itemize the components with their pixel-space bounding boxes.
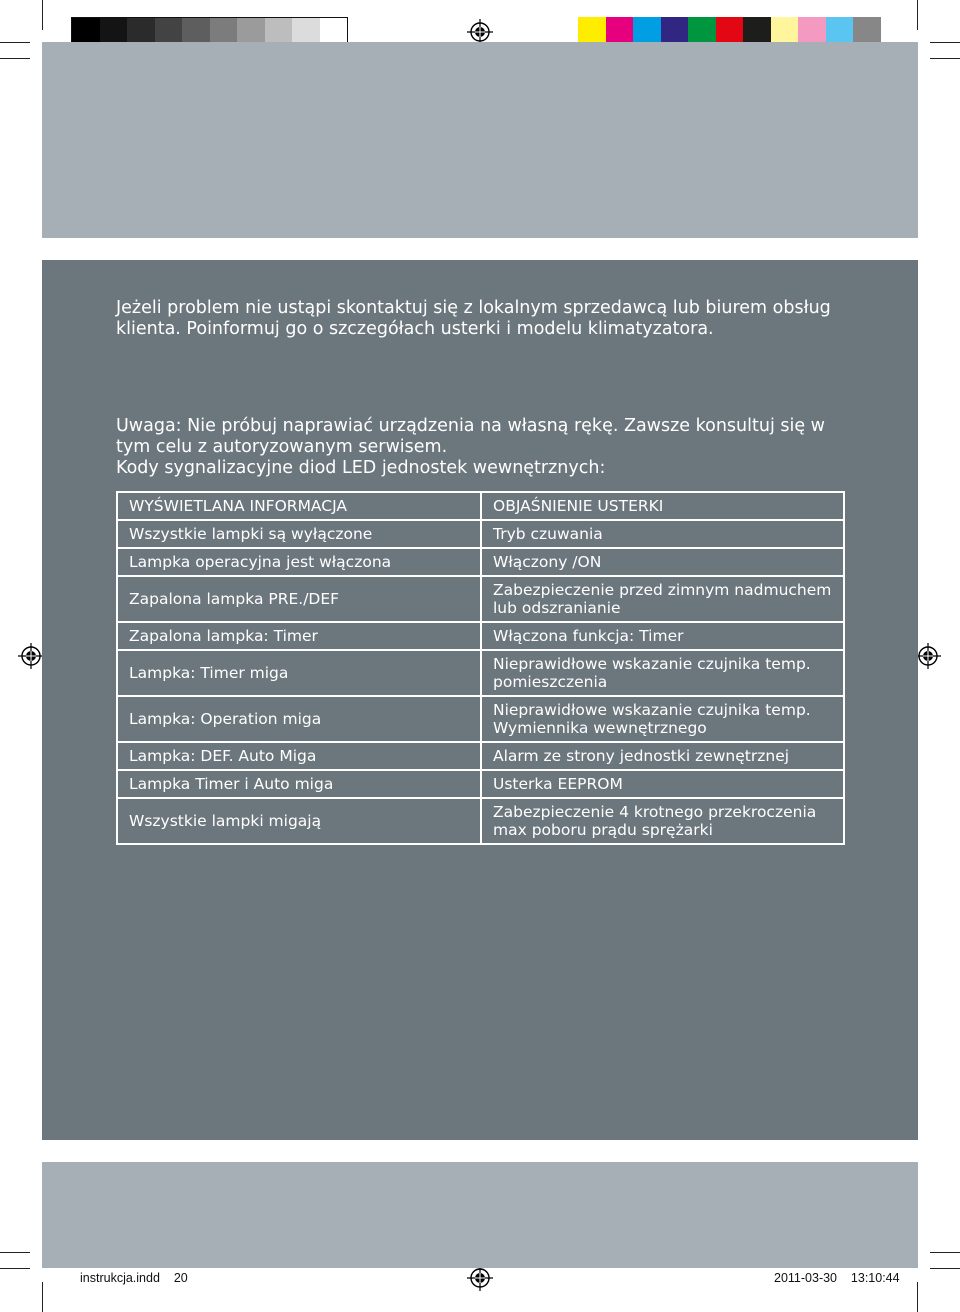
registration-mark-icon [915, 643, 941, 669]
fault-explanation-cell: Usterka EEPROM [481, 770, 844, 798]
crop-mark [930, 1268, 960, 1269]
crop-mark [0, 42, 30, 43]
crop-mark [0, 58, 30, 59]
table-row [117, 770, 844, 798]
table-row [117, 798, 844, 844]
display-info-cell: Lampka: Timer miga [117, 650, 481, 696]
footer-timestamp [774, 1271, 900, 1285]
crop-mark [0, 1268, 30, 1269]
footer-time: 13:10:44 [850, 1271, 900, 1285]
fault-explanation-cell: Nieprawidłowe wskazanie czujnika temp. Wymiennika wewnętrznego [481, 696, 844, 742]
footer-page: 20 [173, 1271, 188, 1285]
service-notice [116, 298, 876, 340]
display-info-cell: Lampka Timer i Auto miga [117, 770, 481, 798]
registration-mark-icon [18, 643, 44, 669]
table-row [117, 650, 844, 696]
warning-line: tym celu z autoryzowanym serwisem. [116, 437, 448, 457]
table-row [117, 622, 844, 650]
fault-explanation-cell: Alarm ze strony jednostki zewnętrznej [481, 742, 844, 770]
header-fault-explanation: OBJAŚNIENIE USTERKI [481, 492, 844, 520]
notice-line: klienta. Poinformuj go o szczegółach usterki i modelu klimatyzatora. [116, 319, 714, 339]
fault-explanation-cell: Włączony /ON [481, 548, 844, 576]
table-row [117, 576, 844, 622]
crop-mark [42, 0, 43, 30]
display-info-cell: Wszystkie lampki są wyłączone [117, 520, 481, 548]
footer-filename: instrukcja.indd [80, 1271, 160, 1285]
table-header-row [117, 492, 844, 520]
fault-explanation-cell: Nieprawidłowe wskazanie czujnika temp. pomieszczenia [481, 650, 844, 696]
top-band [42, 42, 918, 238]
crop-mark [930, 1252, 960, 1253]
crop-mark [42, 1282, 43, 1312]
footer-date: 2011-03-30 [774, 1271, 838, 1285]
display-info-cell: Wszystkie lampki migają [117, 798, 481, 844]
table-intro: Kody sygnalizacyjne diod LED jednostek wewnętrznych: [116, 458, 606, 478]
fault-explanation-cell: Zabezpieczenie przed zimnym nadmuchem lub odszranianie [481, 576, 844, 622]
warning-text [116, 416, 876, 479]
display-info-cell: Zapalona lampka: Timer [117, 622, 481, 650]
footer-file [80, 1271, 188, 1285]
display-info-cell: Lampka: Operation miga [117, 696, 481, 742]
crop-mark [930, 42, 960, 43]
bottom-band [42, 1162, 918, 1268]
display-info-cell: Lampka operacyjna jest włączona [117, 548, 481, 576]
warning-line: Uwaga: Nie próbuj naprawiać urządzenia na własną rękę. Zawsze konsultuj się w [116, 416, 825, 436]
table-row [117, 548, 844, 576]
crop-mark [917, 1282, 918, 1312]
registration-mark-icon [467, 1265, 493, 1291]
table-row [117, 696, 844, 742]
fault-explanation-cell: Zabezpieczenie 4 krotnego przekroczenia max poboru prądu sprężarki [481, 798, 844, 844]
notice-line: Jeżeli problem nie ustąpi skontaktuj się z lokalnym sprzedawcą lub biurem obsług [116, 298, 831, 318]
display-info-cell: Lampka: DEF. Auto Miga [117, 742, 481, 770]
fault-explanation-cell: Tryb czuwania [481, 520, 844, 548]
fault-explanation-cell: Włączona funkcja: Timer [481, 622, 844, 650]
header-display-info: WYŚWIETLANA INFORMACJA [117, 492, 481, 520]
led-codes-table [116, 491, 845, 845]
crop-mark [917, 0, 918, 30]
table-row [117, 742, 844, 770]
crop-mark [930, 58, 960, 59]
table-row [117, 520, 844, 548]
crop-mark [0, 1252, 30, 1253]
display-info-cell: Zapalona lampka PRE./DEF [117, 576, 481, 622]
